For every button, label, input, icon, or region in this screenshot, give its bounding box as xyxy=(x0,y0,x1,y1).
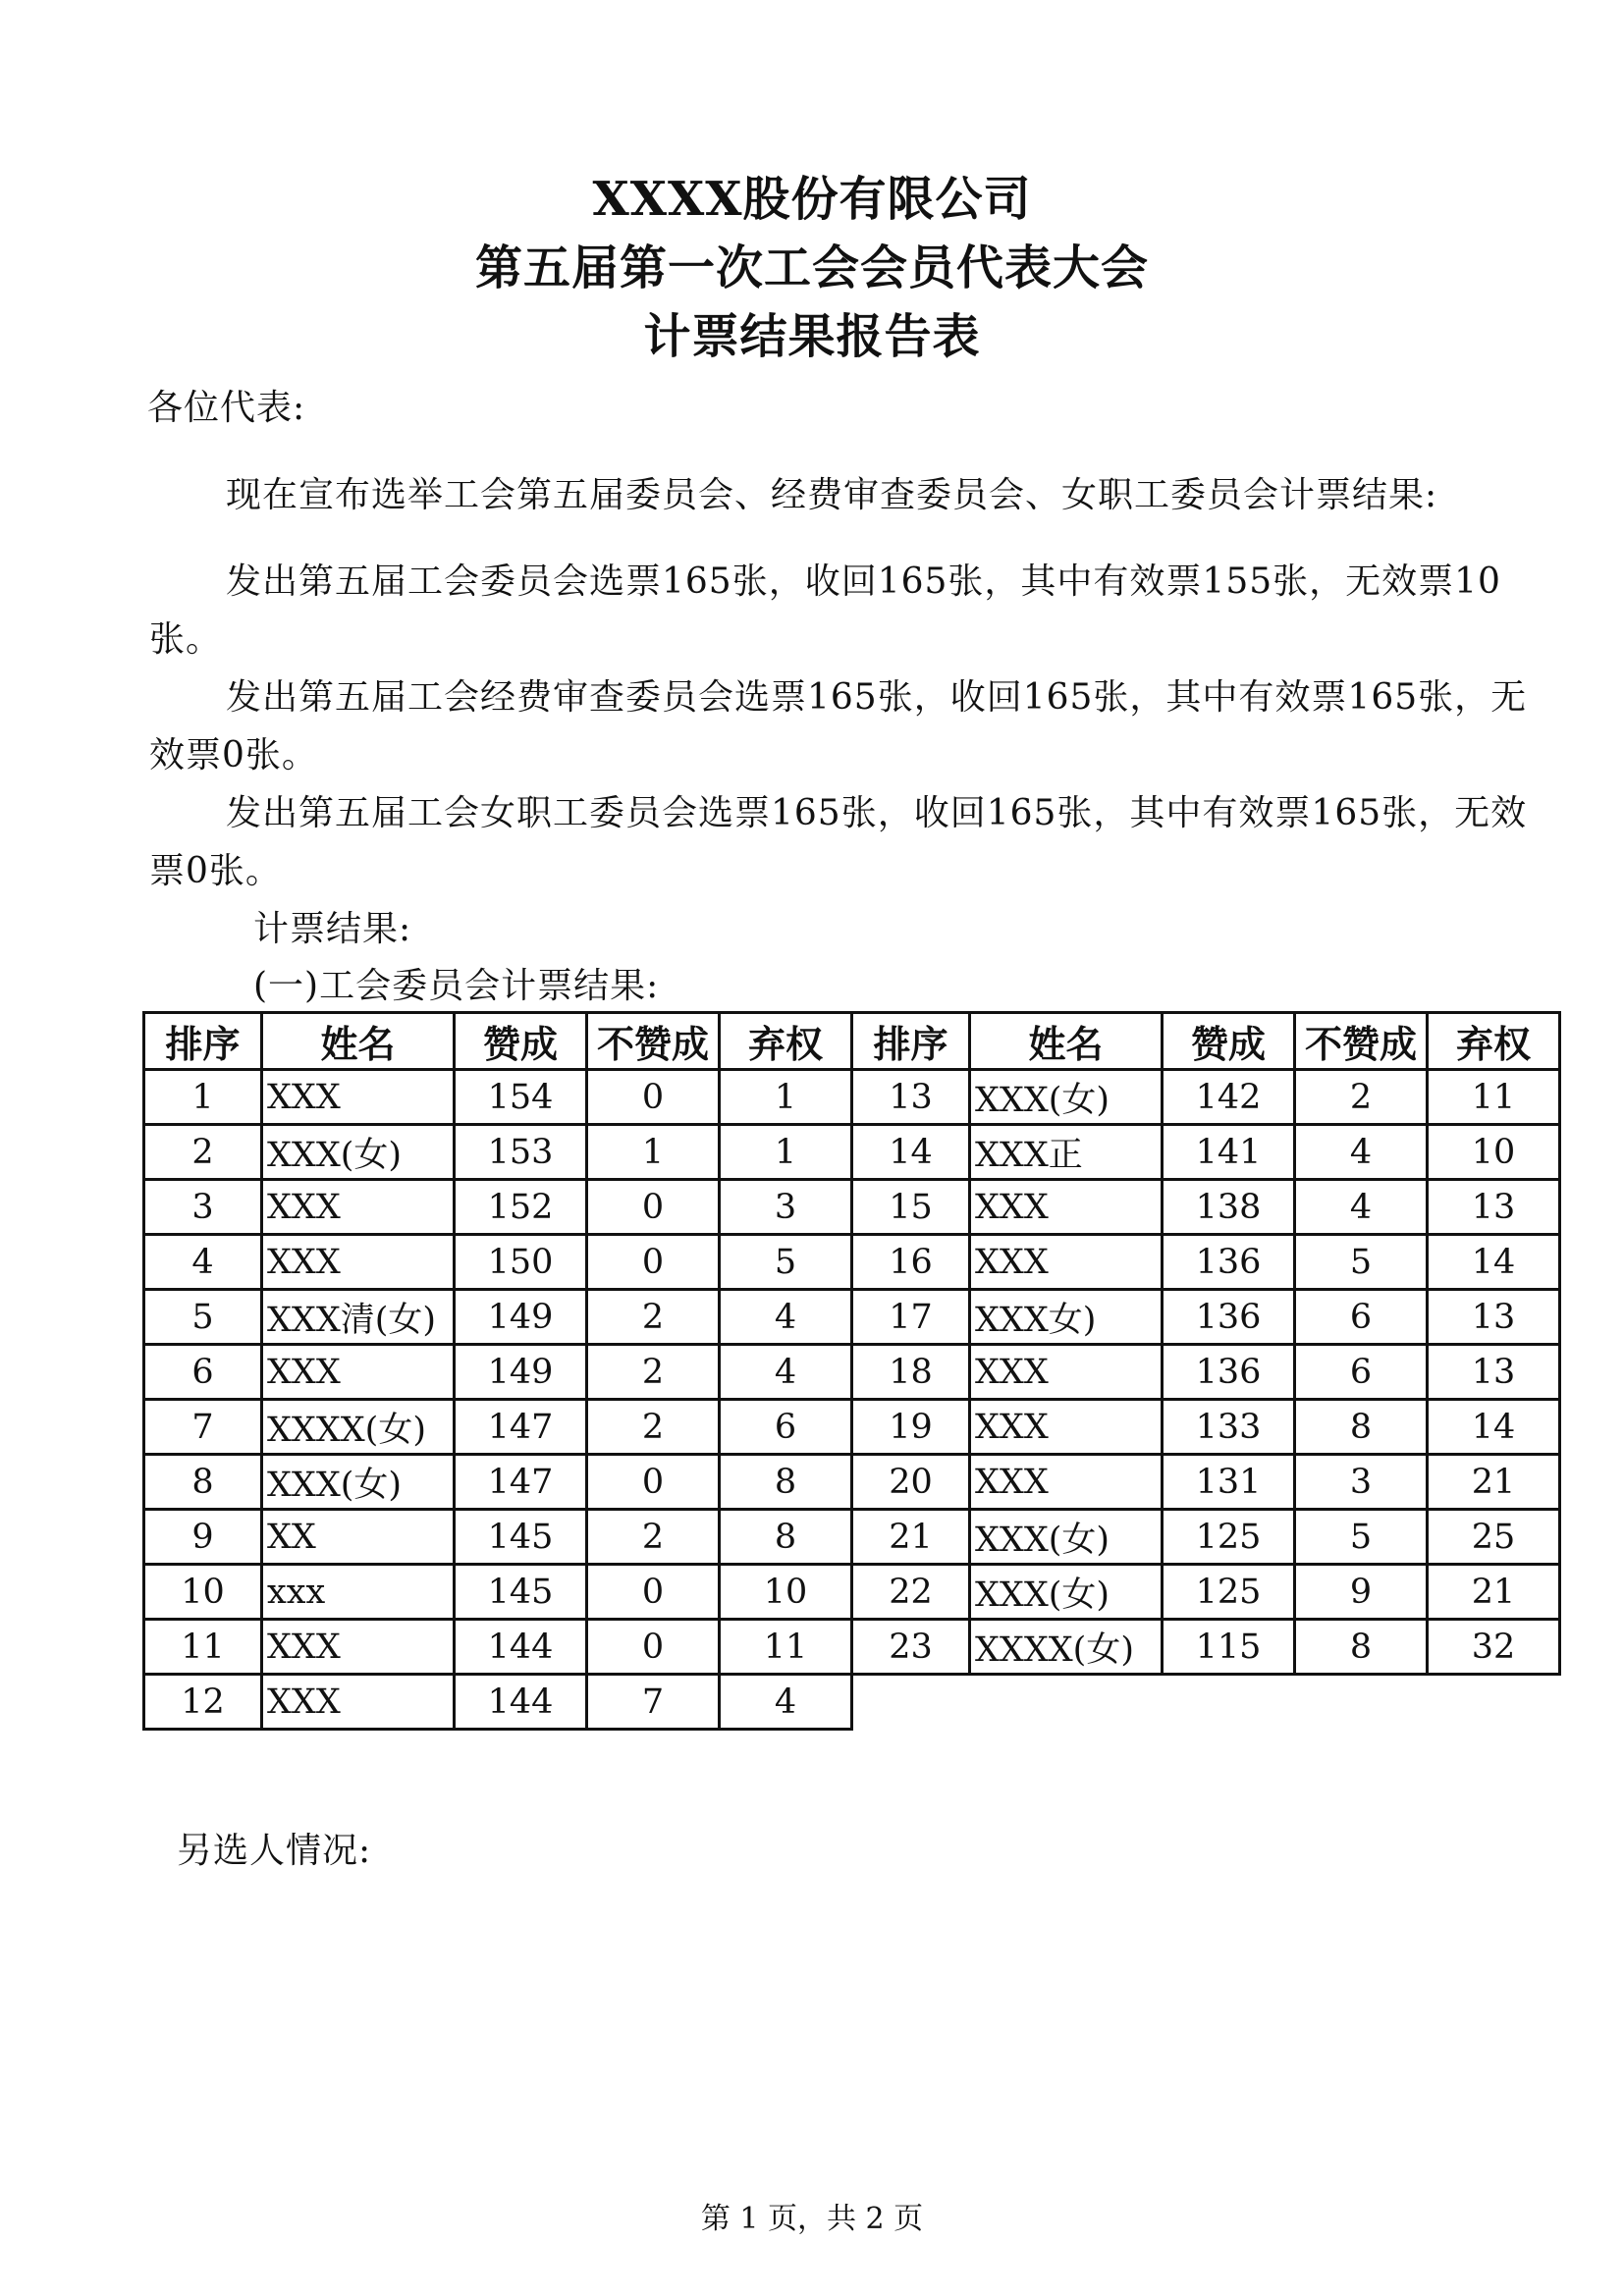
empty-cell xyxy=(1163,1675,1295,1730)
cell-for: 133 xyxy=(1163,1400,1295,1455)
report-name: 计票结果报告表 xyxy=(643,309,981,364)
cell-rank: 12 xyxy=(144,1675,262,1730)
cell-for: 147 xyxy=(455,1455,587,1510)
table-row xyxy=(144,1180,1560,1235)
cell-against: 4 xyxy=(1295,1180,1428,1235)
table-row xyxy=(144,1565,1560,1620)
cell-name: XXX xyxy=(262,1620,455,1675)
cell-name: XXX xyxy=(262,1675,455,1730)
cell-rank: 22 xyxy=(852,1565,970,1620)
cell-rank: 4 xyxy=(144,1235,262,1290)
cell-name: XXX(女) xyxy=(262,1125,455,1180)
cell-rank: 2 xyxy=(144,1125,262,1180)
cell-name: XXX xyxy=(262,1070,455,1125)
empty-cell xyxy=(970,1675,1163,1730)
table-row xyxy=(144,1675,1560,1730)
cell-abstain: 11 xyxy=(1428,1070,1560,1125)
cell-abstain: 3 xyxy=(720,1180,852,1235)
table-row xyxy=(144,1290,1560,1345)
cell-abstain: 21 xyxy=(1428,1565,1560,1620)
header-against: 不赞成 xyxy=(1295,1013,1428,1070)
cell-for: 147 xyxy=(455,1400,587,1455)
cell-name: XXX正 xyxy=(970,1125,1163,1180)
cell-for: 125 xyxy=(1163,1565,1295,1620)
cell-abstain: 1 xyxy=(720,1125,852,1180)
header-abstain: 弃权 xyxy=(1428,1013,1560,1070)
document-title xyxy=(0,165,1624,371)
cell-against: 8 xyxy=(1295,1620,1428,1675)
cell-against: 0 xyxy=(587,1070,720,1125)
cell-against: 2 xyxy=(587,1510,720,1565)
cell-rank: 17 xyxy=(852,1290,970,1345)
cell-against: 0 xyxy=(587,1620,720,1675)
header-for: 赞成 xyxy=(455,1013,587,1070)
cell-name: xxx xyxy=(262,1565,455,1620)
header-name: 姓名 xyxy=(970,1013,1163,1070)
cell-name: XXX(女) xyxy=(262,1455,455,1510)
cell-against: 9 xyxy=(1295,1565,1428,1620)
meeting-name: 第五届第一次工会会员代表大会 xyxy=(474,240,1149,295)
empty-cell xyxy=(1295,1675,1428,1730)
cell-for: 136 xyxy=(1163,1235,1295,1290)
other-candidates-label: 另选人情况: xyxy=(177,1831,372,1871)
cell-against: 6 xyxy=(1295,1290,1428,1345)
cell-for: 136 xyxy=(1163,1290,1295,1345)
cell-rank: 16 xyxy=(852,1235,970,1290)
cell-against: 6 xyxy=(1295,1345,1428,1400)
cell-abstain: 14 xyxy=(1428,1235,1560,1290)
cell-for: 149 xyxy=(455,1345,587,1400)
cell-name: XXX(女) xyxy=(970,1510,1163,1565)
table-row xyxy=(144,1620,1560,1675)
cell-name: XXX xyxy=(970,1400,1163,1455)
vote-results-table xyxy=(142,1011,1561,1731)
table-body xyxy=(144,1070,1560,1730)
cell-rank: 7 xyxy=(144,1400,262,1455)
cell-for: 150 xyxy=(455,1235,587,1290)
cell-abstain: 13 xyxy=(1428,1345,1560,1400)
header-abstain: 弃权 xyxy=(720,1013,852,1070)
cell-rank: 10 xyxy=(144,1565,262,1620)
ballot-audit-committee: 发出第五届工会经费审查委员会选票165张，收回165张，其中有效票165张，无效票0张。 xyxy=(149,677,1528,775)
cell-rank: 11 xyxy=(144,1620,262,1675)
company-name: XXXX股份有限公司 xyxy=(592,172,1032,227)
cell-name: XXXX(女) xyxy=(262,1400,455,1455)
empty-cell xyxy=(1428,1675,1560,1730)
cell-for: 144 xyxy=(455,1675,587,1730)
cell-rank: 15 xyxy=(852,1180,970,1235)
cell-against: 4 xyxy=(1295,1125,1428,1180)
cell-name: XXX女) xyxy=(970,1290,1163,1345)
cell-against: 3 xyxy=(1295,1455,1428,1510)
cell-abstain: 21 xyxy=(1428,1455,1560,1510)
header-name: 姓名 xyxy=(262,1013,455,1070)
cell-against: 8 xyxy=(1295,1400,1428,1455)
cell-abstain: 8 xyxy=(720,1510,852,1565)
cell-against: 2 xyxy=(587,1400,720,1455)
cell-name: XXX xyxy=(262,1235,455,1290)
results-label: 计票结果: xyxy=(253,909,412,949)
cell-against: 2 xyxy=(587,1345,720,1400)
cell-for: 142 xyxy=(1163,1070,1295,1125)
cell-for: 144 xyxy=(455,1620,587,1675)
cell-for: 145 xyxy=(455,1565,587,1620)
page-footer: 第 1 页，共 2 页 xyxy=(700,2202,924,2236)
cell-for: 131 xyxy=(1163,1455,1295,1510)
cell-abstain: 4 xyxy=(720,1290,852,1345)
cell-abstain: 11 xyxy=(720,1620,852,1675)
cell-abstain: 8 xyxy=(720,1455,852,1510)
cell-for: 138 xyxy=(1163,1180,1295,1235)
cell-name: XXX(女) xyxy=(970,1070,1163,1125)
salutation: 各位代表: xyxy=(147,388,306,428)
cell-abstain: 4 xyxy=(720,1345,852,1400)
cell-for: 154 xyxy=(455,1070,587,1125)
table-row xyxy=(144,1125,1560,1180)
cell-rank: 8 xyxy=(144,1455,262,1510)
cell-for: 149 xyxy=(455,1290,587,1345)
cell-abstain: 10 xyxy=(720,1565,852,1620)
cell-rank: 9 xyxy=(144,1510,262,1565)
cell-against: 0 xyxy=(587,1455,720,1510)
cell-abstain: 6 xyxy=(720,1400,852,1455)
cell-for: 153 xyxy=(455,1125,587,1180)
empty-cell xyxy=(852,1675,970,1730)
cell-for: 125 xyxy=(1163,1510,1295,1565)
cell-abstain: 14 xyxy=(1428,1400,1560,1455)
cell-abstain: 13 xyxy=(1428,1290,1560,1345)
cell-name: XX xyxy=(262,1510,455,1565)
cell-name: XXX xyxy=(970,1180,1163,1235)
ballot-women-committee: 发出第五届工会女职工委员会选票165张，收回165张，其中有效票165张，无效票0张。 xyxy=(149,793,1528,891)
cell-for: 141 xyxy=(1163,1125,1295,1180)
cell-name: XXX xyxy=(970,1455,1163,1510)
cell-against: 0 xyxy=(587,1565,720,1620)
cell-rank: 1 xyxy=(144,1070,262,1125)
header-rank: 排序 xyxy=(852,1013,970,1070)
cell-against: 7 xyxy=(587,1675,720,1730)
cell-name: XXXX(女) xyxy=(970,1620,1163,1675)
cell-abstain: 1 xyxy=(720,1070,852,1125)
cell-abstain: 13 xyxy=(1428,1180,1560,1235)
cell-abstain: 25 xyxy=(1428,1510,1560,1565)
cell-for: 115 xyxy=(1163,1620,1295,1675)
cell-rank: 18 xyxy=(852,1345,970,1400)
table-row xyxy=(144,1400,1560,1455)
table-row xyxy=(144,1345,1560,1400)
cell-rank: 23 xyxy=(852,1620,970,1675)
header-for: 赞成 xyxy=(1163,1013,1295,1070)
cell-for: 152 xyxy=(455,1180,587,1235)
cell-name: XXX xyxy=(262,1180,455,1235)
cell-rank: 20 xyxy=(852,1455,970,1510)
cell-for: 136 xyxy=(1163,1345,1295,1400)
cell-rank: 3 xyxy=(144,1180,262,1235)
cell-against: 2 xyxy=(1295,1070,1428,1125)
cell-name: XXX xyxy=(970,1345,1163,1400)
table-row xyxy=(144,1510,1560,1565)
announcement: 现在宣布选举工会第五届委员会、经费审查委员会、女职工委员会计票结果: xyxy=(226,475,1438,515)
cell-abstain: 4 xyxy=(720,1675,852,1730)
cell-against: 0 xyxy=(587,1235,720,1290)
cell-rank: 14 xyxy=(852,1125,970,1180)
table-header-row xyxy=(144,1013,1560,1070)
table-row xyxy=(144,1070,1560,1125)
ballot-committee: 发出第五届工会委员会选票165张，收回165张，其中有效票155张，无效票10张。 xyxy=(149,561,1501,660)
cell-rank: 5 xyxy=(144,1290,262,1345)
cell-against: 1 xyxy=(587,1125,720,1180)
cell-name: XXX xyxy=(970,1235,1163,1290)
cell-against: 2 xyxy=(587,1290,720,1345)
cell-name: XXX(女) xyxy=(970,1565,1163,1620)
cell-abstain: 32 xyxy=(1428,1620,1560,1675)
cell-abstain: 5 xyxy=(720,1235,852,1290)
header-rank: 排序 xyxy=(144,1013,262,1070)
cell-for: 145 xyxy=(455,1510,587,1565)
cell-against: 5 xyxy=(1295,1510,1428,1565)
table-row xyxy=(144,1455,1560,1510)
cell-against: 5 xyxy=(1295,1235,1428,1290)
cell-abstain: 10 xyxy=(1428,1125,1560,1180)
cell-rank: 13 xyxy=(852,1070,970,1125)
cell-against: 0 xyxy=(587,1180,720,1235)
table-row xyxy=(144,1235,1560,1290)
cell-rank: 21 xyxy=(852,1510,970,1565)
cell-name: XXX清(女) xyxy=(262,1290,455,1345)
cell-name: XXX xyxy=(262,1345,455,1400)
cell-rank: 6 xyxy=(144,1345,262,1400)
cell-rank: 19 xyxy=(852,1400,970,1455)
header-against: 不赞成 xyxy=(587,1013,720,1070)
section-label: (一)工会委员会计票结果: xyxy=(253,966,660,1006)
